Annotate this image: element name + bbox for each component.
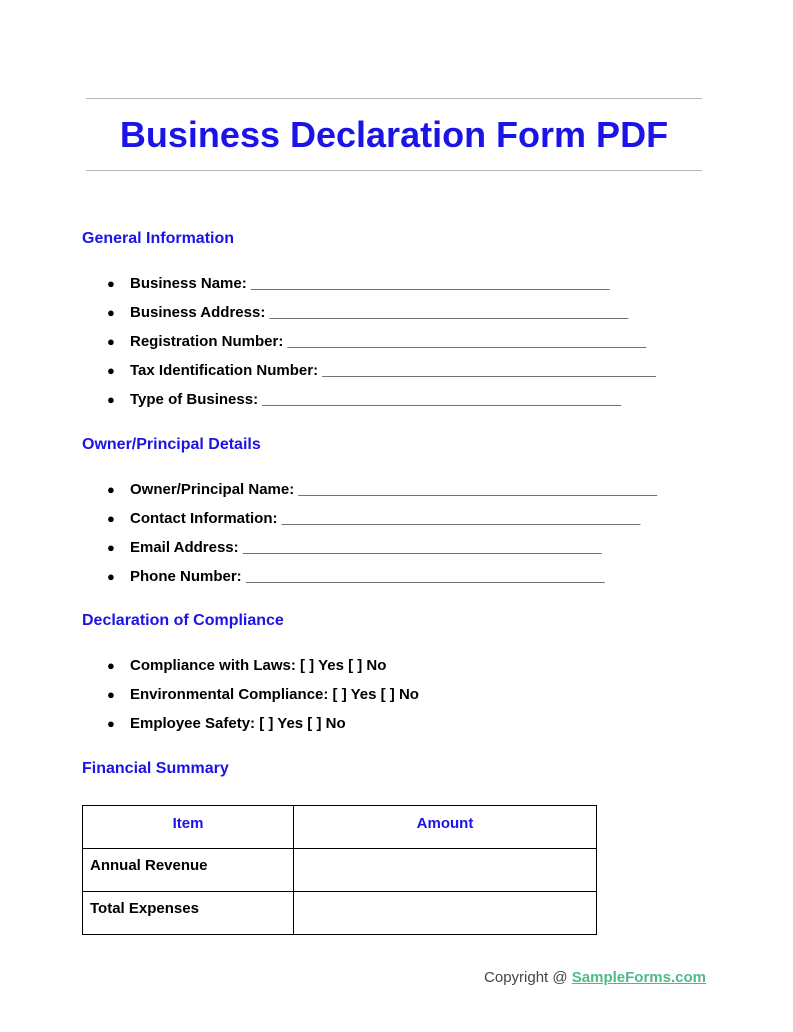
title-bottom-divider [86,170,702,171]
employee-safety-field: Employee Safety: [ ] Yes [ ] No [130,715,346,732]
column-header-item: Item [83,806,294,849]
bullet-icon: ● [107,363,115,378]
table-row [83,892,597,935]
table-row [83,849,597,892]
column-header-amount: Amount [294,806,597,849]
total-expenses-label: Total Expenses [83,892,294,935]
bullet-icon: ● [107,276,115,291]
registration-number-field: Registration Number: ___________________________________________ [130,333,647,350]
section-heading-general: General Information [82,230,235,247]
section-heading-owner: Owner/Principal Details [82,436,261,453]
tax-id-field: Tax Identification Number: ________________________________________ [130,362,656,379]
list-item [107,274,610,294]
bullet-icon: ● [107,540,115,555]
list-item [107,303,628,323]
business-type-field: Type of Business: ___________________________________________ [130,391,621,408]
list-item [107,685,419,705]
email-address-field: Email Address: ___________________________________________ [130,539,602,556]
business-address-field: Business Address: ___________________________________________ [130,304,629,321]
annual-revenue-amount [294,849,597,892]
page-title: Business Declaration Form PDF [119,114,669,155]
owner-name-field: Owner/Principal Name: ___________________________________________ [130,481,658,498]
contact-information-field: Contact Information: ___________________________________________ [130,510,641,527]
environmental-compliance-field: Environmental Compliance: [ ] Yes [ ] No [130,686,419,703]
section-heading-compliance: Declaration of Compliance [82,612,284,629]
title-top-divider [86,98,702,99]
copyright-text: Copyright @ [484,969,572,986]
list-item [107,390,621,410]
list-item [107,538,602,558]
section-heading-financial: Financial Summary [82,760,229,777]
list-item [107,509,640,529]
bullet-icon: ● [107,334,115,349]
list-item [107,480,657,500]
compliance-laws-field: Compliance with Laws: [ ] Yes [ ] No [130,657,387,674]
list-item [107,656,386,676]
phone-number-field: Phone Number: ___________________________________________ [130,568,605,585]
sampleforms-link[interactable]: SampleForms.com [571,969,706,986]
list-item [107,714,346,734]
bullet-icon: ● [107,511,115,526]
total-expenses-amount [294,892,597,935]
bullet-icon: ● [107,482,115,497]
list-item [107,567,605,587]
bullet-icon: ● [107,392,115,407]
financial-summary-table [82,805,597,935]
business-name-field: Business Name: ___________________________________________ [130,275,610,292]
bullet-icon: ● [107,687,115,702]
list-item [107,332,646,352]
bullet-icon: ● [107,305,115,320]
table-header-row [83,806,597,849]
bullet-icon: ● [107,658,115,673]
annual-revenue-label: Annual Revenue [83,849,294,892]
bullet-icon: ● [107,569,115,584]
bullet-icon: ● [107,716,115,731]
list-item [107,361,656,381]
copyright-footer [484,968,706,988]
